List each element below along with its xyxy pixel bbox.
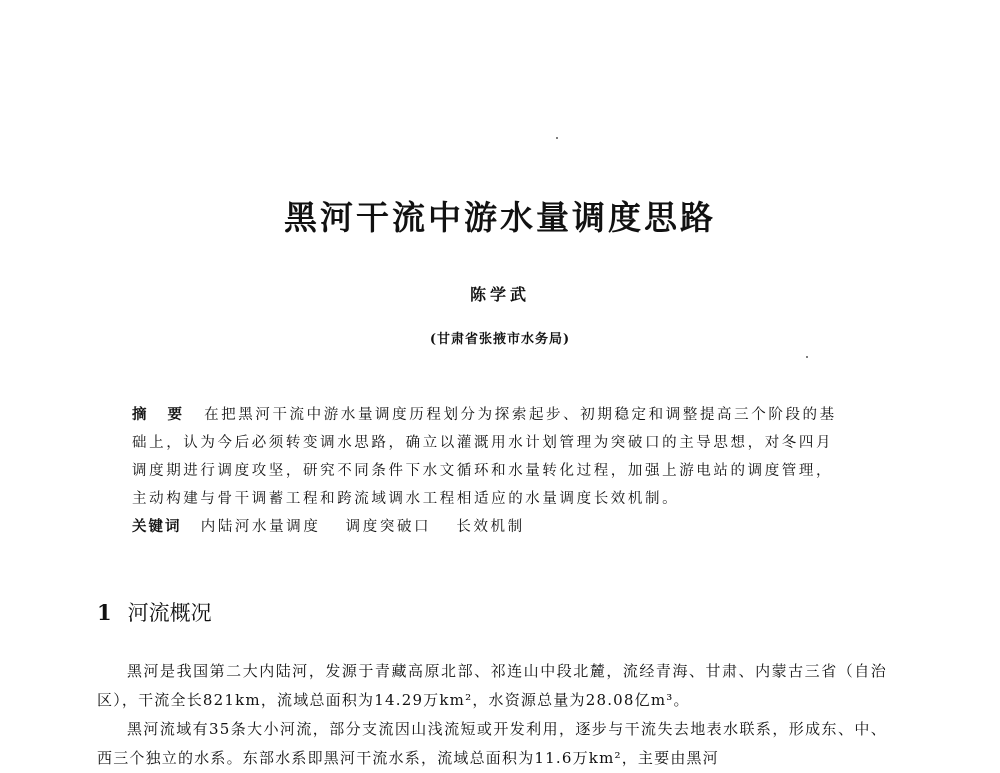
section-title: 河流概况: [127, 601, 212, 625]
author-affiliation: (甘肃省张掖市水务局): [429, 332, 571, 347]
scan-speck: [806, 356, 808, 358]
keywords-label: 关键词: [132, 518, 182, 535]
body-text: [97, 657, 887, 773]
scan-speck: [556, 137, 558, 139]
abstract-text: 在把黑河干流中游水量调度历程划分为探索起步、初期稳定和调整提高三个阶段的基础上，认为今后必须转变调水思路，确立以灌溉用水计划管理为突破口的主导思想，对冬四月调度期进行调度攻坚，研究不同条件下水文循环和水量转化过程，加强上游电站的调度管理，主动构建与骨干调蓄工程和跨流域调水工程相适应的水量调度长效机制。: [132, 407, 837, 507]
keyword-item: 内陆河水量调度: [200, 519, 321, 535]
paper-title: 黑河干流中游水量调度思路: [284, 198, 716, 237]
abstract: [132, 401, 844, 513]
section-heading: [97, 598, 212, 628]
keyword-item: 长效机制: [456, 519, 525, 535]
abstract-label: 摘 要: [132, 406, 191, 423]
keyword-item: 调度突破口: [345, 519, 432, 535]
paragraph: 黑河是我国第二大内陆河，发源于青藏高原北部、祁连山中段北麓，流经青海、甘肃、内蒙古三省（自治区），干流全长821km，流域总面积为14.29万km²，水资源总量为28.08亿m³。: [97, 662, 887, 709]
section-number: 1: [97, 600, 112, 625]
keywords: [132, 513, 844, 541]
author-name: 陈学武: [469, 285, 530, 304]
paragraph: 黑河流域有35条大小河流，部分支流因山浅流短或开发利用，逐步与干流失去地表水联系，形成东、中、西三个独立的水系。东部水系即黑河干流水系，流域总面积为11.6万km²，主要由黑河: [97, 720, 887, 767]
